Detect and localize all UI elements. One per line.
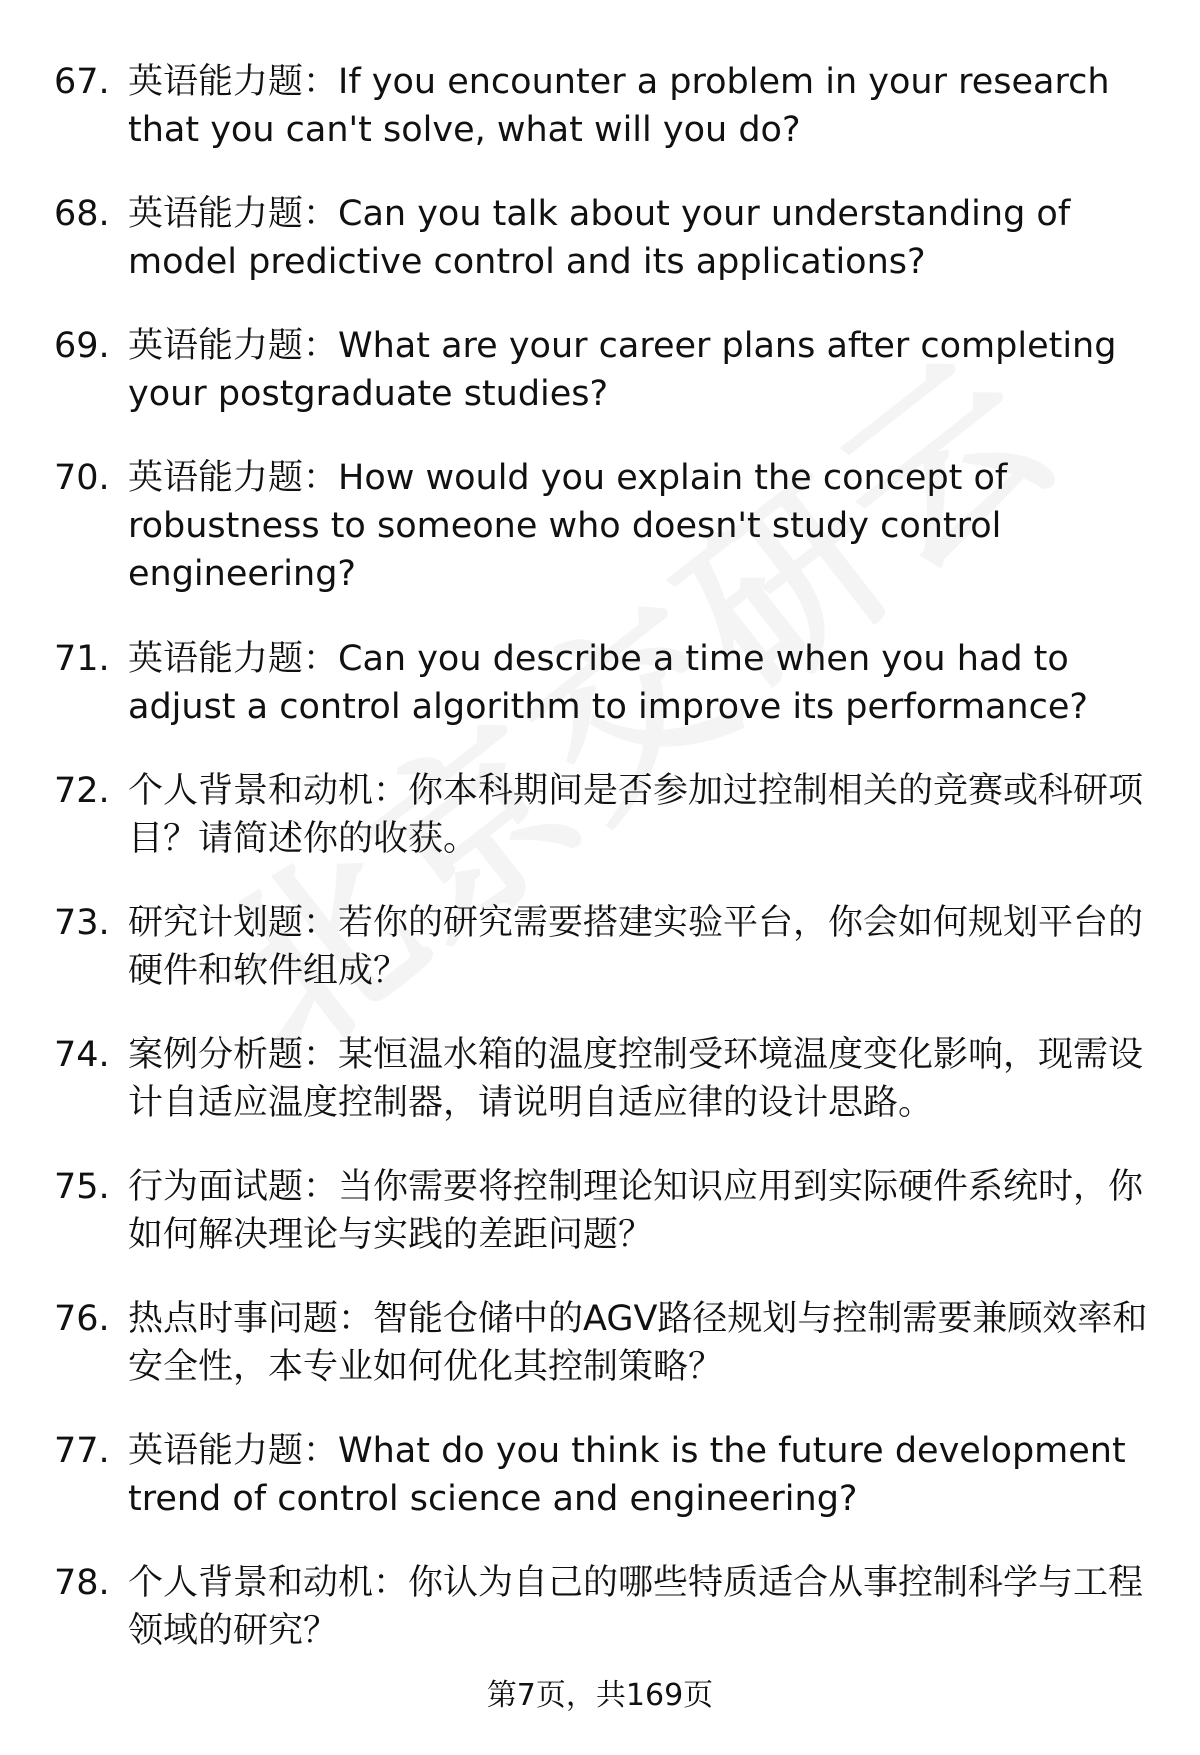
question-text: 个人背景和动机：你本科期间是否参加过控制相关的竞赛或科研项目？请简述你的收获。 [128, 771, 1144, 859]
question-number: 78. [54, 1563, 110, 1603]
question-number: 67. [54, 62, 110, 102]
question-number: 69. [54, 326, 110, 366]
page-number-footer: 第7页，共169页 [486, 1678, 714, 1713]
question-text: 研究计划题：若你的研究需要搭建实验平台，你会如何规划平台的硬件和软件组成？ [128, 903, 1144, 991]
question-text: 英语能力题：What do you think is the future development trend of control science and engineering? [128, 1431, 1126, 1519]
question-text: 英语能力题：Can you describe a time when you had to adjust a control algorithm to improve its performance? [128, 639, 1088, 727]
question-number: 76. [54, 1299, 110, 1339]
question-number: 72. [54, 771, 110, 811]
question-number: 71. [54, 639, 110, 679]
question-number: 68. [54, 194, 110, 234]
question-number: 74. [54, 1035, 110, 1075]
question-text: 英语能力题：How would you explain the concept of robustness to someone who doesn't study control engineering? [128, 458, 1008, 594]
question-text: 个人背景和动机：你认为自己的哪些特质适合从事控制科学与工程领域的研究？ [128, 1563, 1144, 1651]
question-text: 英语能力题：What are your career plans after completing your postgraduate studies? [128, 326, 1117, 414]
question-text: 行为面试题：当你需要将控制理论知识应用到实际硬件系统时，你如何解决理论与实践的差距问题？ [128, 1167, 1144, 1255]
question-number: 70. [54, 458, 110, 498]
question-number: 75. [54, 1167, 110, 1207]
question-text: 热点时事问题：智能仓储中的AGV路径规划与控制需要兼顾效率和安全性，本专业如何优化其控制策略？ [128, 1299, 1148, 1387]
question-text: 英语能力题：If you encounter a problem in your research that you can't solve, what will you do? [128, 62, 1110, 150]
question-number: 73. [54, 903, 110, 943]
question-number: 77. [54, 1431, 110, 1471]
question-text: 英语能力题：Can you talk about your understanding of model predictive control and its applications? [128, 194, 1071, 282]
question-text: 案例分析题：某恒温水箱的温度控制受环境温度变化影响，现需设计自适应温度控制器，请说明自适应律的设计思路。 [128, 1035, 1144, 1123]
